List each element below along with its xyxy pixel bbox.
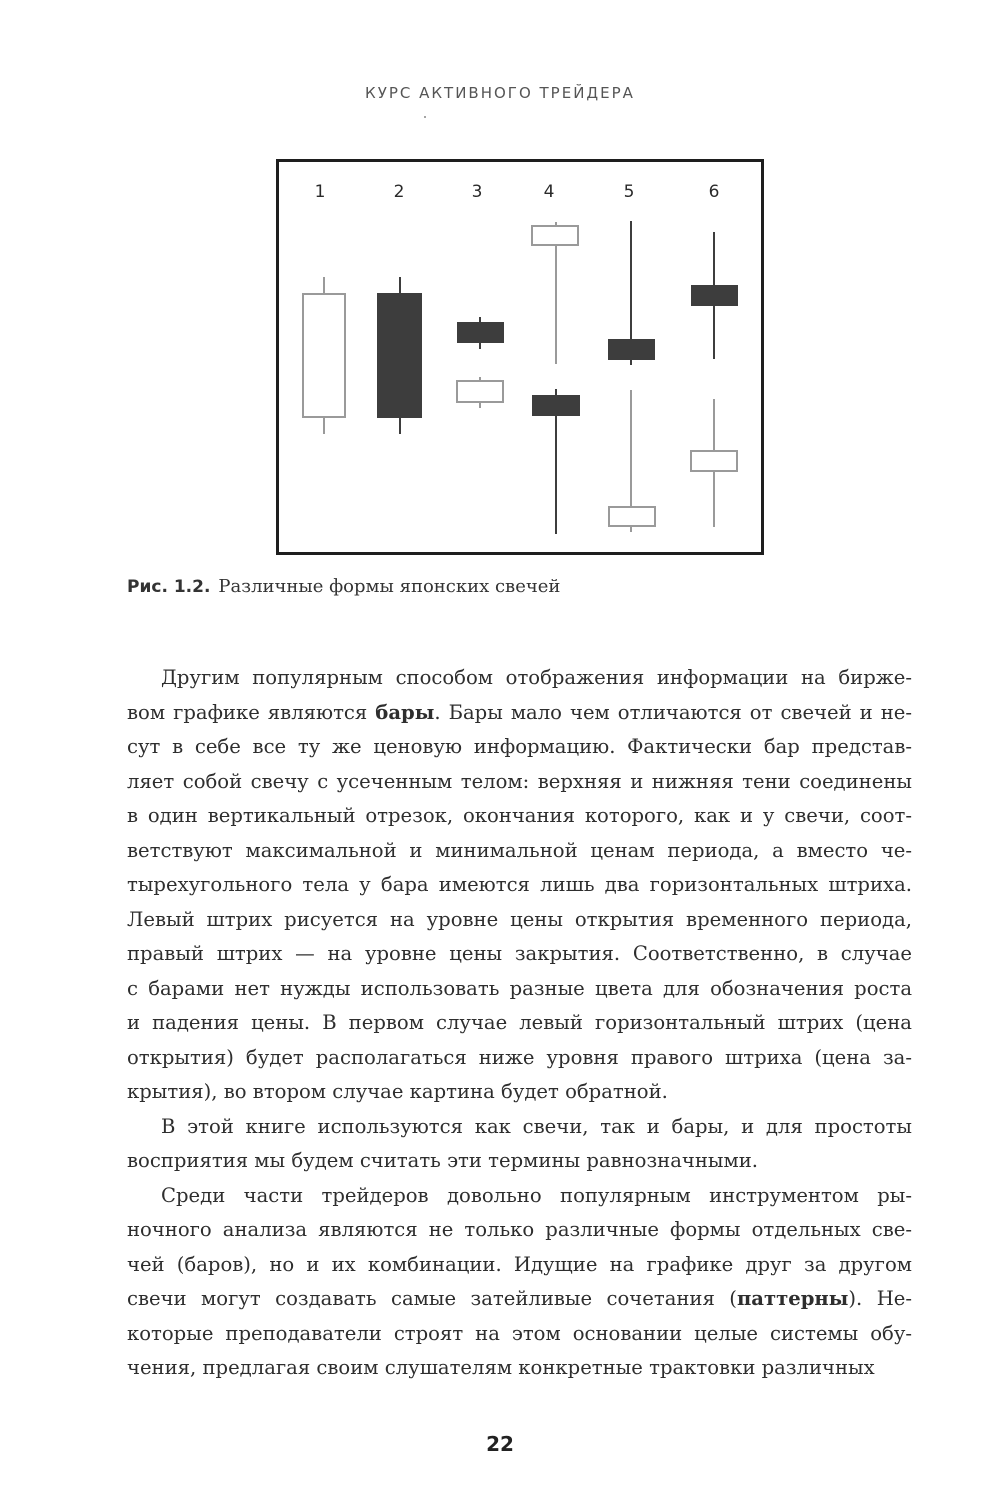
candle-4-hammer-pair bbox=[532, 222, 580, 534]
caption-text: Различные формы японских свечей bbox=[218, 576, 561, 597]
text-line bbox=[127, 730, 912, 765]
page-number: 22 bbox=[486, 1432, 514, 1456]
candle-5-shooting-star-pair bbox=[608, 221, 655, 532]
candle-3-short-pair bbox=[457, 317, 504, 408]
text-segment: . Бары мало чем отличаются от свечей и не- bbox=[434, 700, 912, 724]
text-line bbox=[127, 1351, 912, 1386]
text-line bbox=[127, 1075, 912, 1110]
text-segment: ляет собой свечу с усеченным телом: верхняя и нижняя тени соединены bbox=[127, 769, 912, 793]
text-segment: Другим популярным способом отображения информации на бирже- bbox=[161, 666, 912, 689]
candle-label-2: 2 bbox=[393, 182, 405, 202]
text-segment: В этой книге используются как свечи, так и бары, и для простоты bbox=[161, 1114, 912, 1138]
bold-term: паттерны bbox=[736, 1287, 849, 1310]
candle-1-hollow-long bbox=[303, 277, 345, 434]
candle-label-6: 6 bbox=[708, 182, 720, 202]
body-text bbox=[127, 661, 912, 1386]
text-segment: вом графике являются bbox=[127, 700, 376, 724]
candlestick-figure bbox=[276, 159, 764, 555]
candle-label-4: 4 bbox=[543, 182, 555, 202]
candle-6-spinning-top-pair bbox=[691, 232, 738, 527]
text-segment: с барами нет нужды использовать разные цвета для обозначения роста bbox=[127, 976, 912, 1000]
text-line bbox=[127, 1213, 912, 1248]
text-line bbox=[127, 1179, 912, 1214]
text-line bbox=[127, 1282, 912, 1317]
text-segment: и падения цены. В первом случае левый горизонтальный штрих (цена bbox=[127, 1011, 912, 1034]
text-line bbox=[127, 661, 912, 696]
text-segment: правый штрих — на уровне цены закрытия. Соответственно, в случае bbox=[127, 942, 912, 965]
text-segment: чей (баров), но и их комбинации. Идущие на графике друг за другом bbox=[127, 1252, 912, 1276]
bold-term: бары bbox=[375, 700, 435, 724]
text-segment: тырехугольного тела у бара имеются лишь два горизонтальных штриха. bbox=[127, 873, 912, 896]
candle-label-1: 1 bbox=[314, 182, 326, 202]
text-line bbox=[127, 765, 912, 800]
candlestick-diagram bbox=[276, 159, 764, 555]
text-segment: ночного анализа являются не только различные формы отдельных све- bbox=[127, 1218, 912, 1241]
text-segment: восприятия мы будем считать эти термины равнозначными. bbox=[127, 1149, 759, 1172]
text-segment: которые преподаватели строят на этом основании целые системы обу- bbox=[127, 1321, 912, 1345]
text-line bbox=[127, 1248, 912, 1283]
text-line bbox=[127, 696, 912, 731]
candle-2-filled-long bbox=[377, 277, 422, 434]
candle-label-5: 5 bbox=[623, 182, 635, 202]
running-title: КУРС АКТИВНОГО ТРЕЙДЕРА bbox=[365, 84, 635, 102]
text-segment: открытия) будет располагаться ниже уровня правого штриха (цена за- bbox=[127, 1045, 912, 1069]
text-segment: Среди части трейдеров довольно популярным инструментом ры- bbox=[161, 1183, 912, 1207]
text-segment: крытия), во втором случае картина будет обратной. bbox=[127, 1080, 668, 1103]
text-segment: свечи могут создавать самые затейливые сочетания ( bbox=[127, 1287, 737, 1310]
text-line bbox=[127, 1144, 912, 1179]
text-line bbox=[127, 972, 912, 1007]
text-segment: сут в себе все ту же ценовую информацию. Фактически бар представ- bbox=[127, 735, 912, 758]
text-line bbox=[127, 799, 912, 834]
text-segment: чения, предлагая своим слушателям конкретные трактовки различных bbox=[127, 1356, 875, 1379]
figure-caption bbox=[127, 576, 560, 597]
text-segment: ). Не- bbox=[848, 1287, 913, 1310]
text-line bbox=[127, 1110, 912, 1145]
text-line bbox=[127, 834, 912, 869]
caption-label: Рис. 1.2. bbox=[127, 577, 211, 597]
text-line bbox=[127, 1041, 912, 1076]
candle-label-3: 3 bbox=[471, 182, 483, 202]
text-segment: ветствуют максимальной и минимальной ценам периода, а вместо че- bbox=[127, 838, 912, 862]
text-line bbox=[127, 937, 912, 972]
text-segment: в один вертикальный отрезок, окончания которого, как и у свечи, соот- bbox=[127, 804, 912, 827]
text-line bbox=[127, 1317, 912, 1352]
text-line bbox=[127, 1006, 912, 1041]
text-line bbox=[127, 868, 912, 903]
header-dot bbox=[424, 116, 426, 118]
text-segment: Левый штрих рисуется на уровне цены открытия временного периода, bbox=[127, 907, 912, 931]
text-line bbox=[127, 903, 912, 938]
